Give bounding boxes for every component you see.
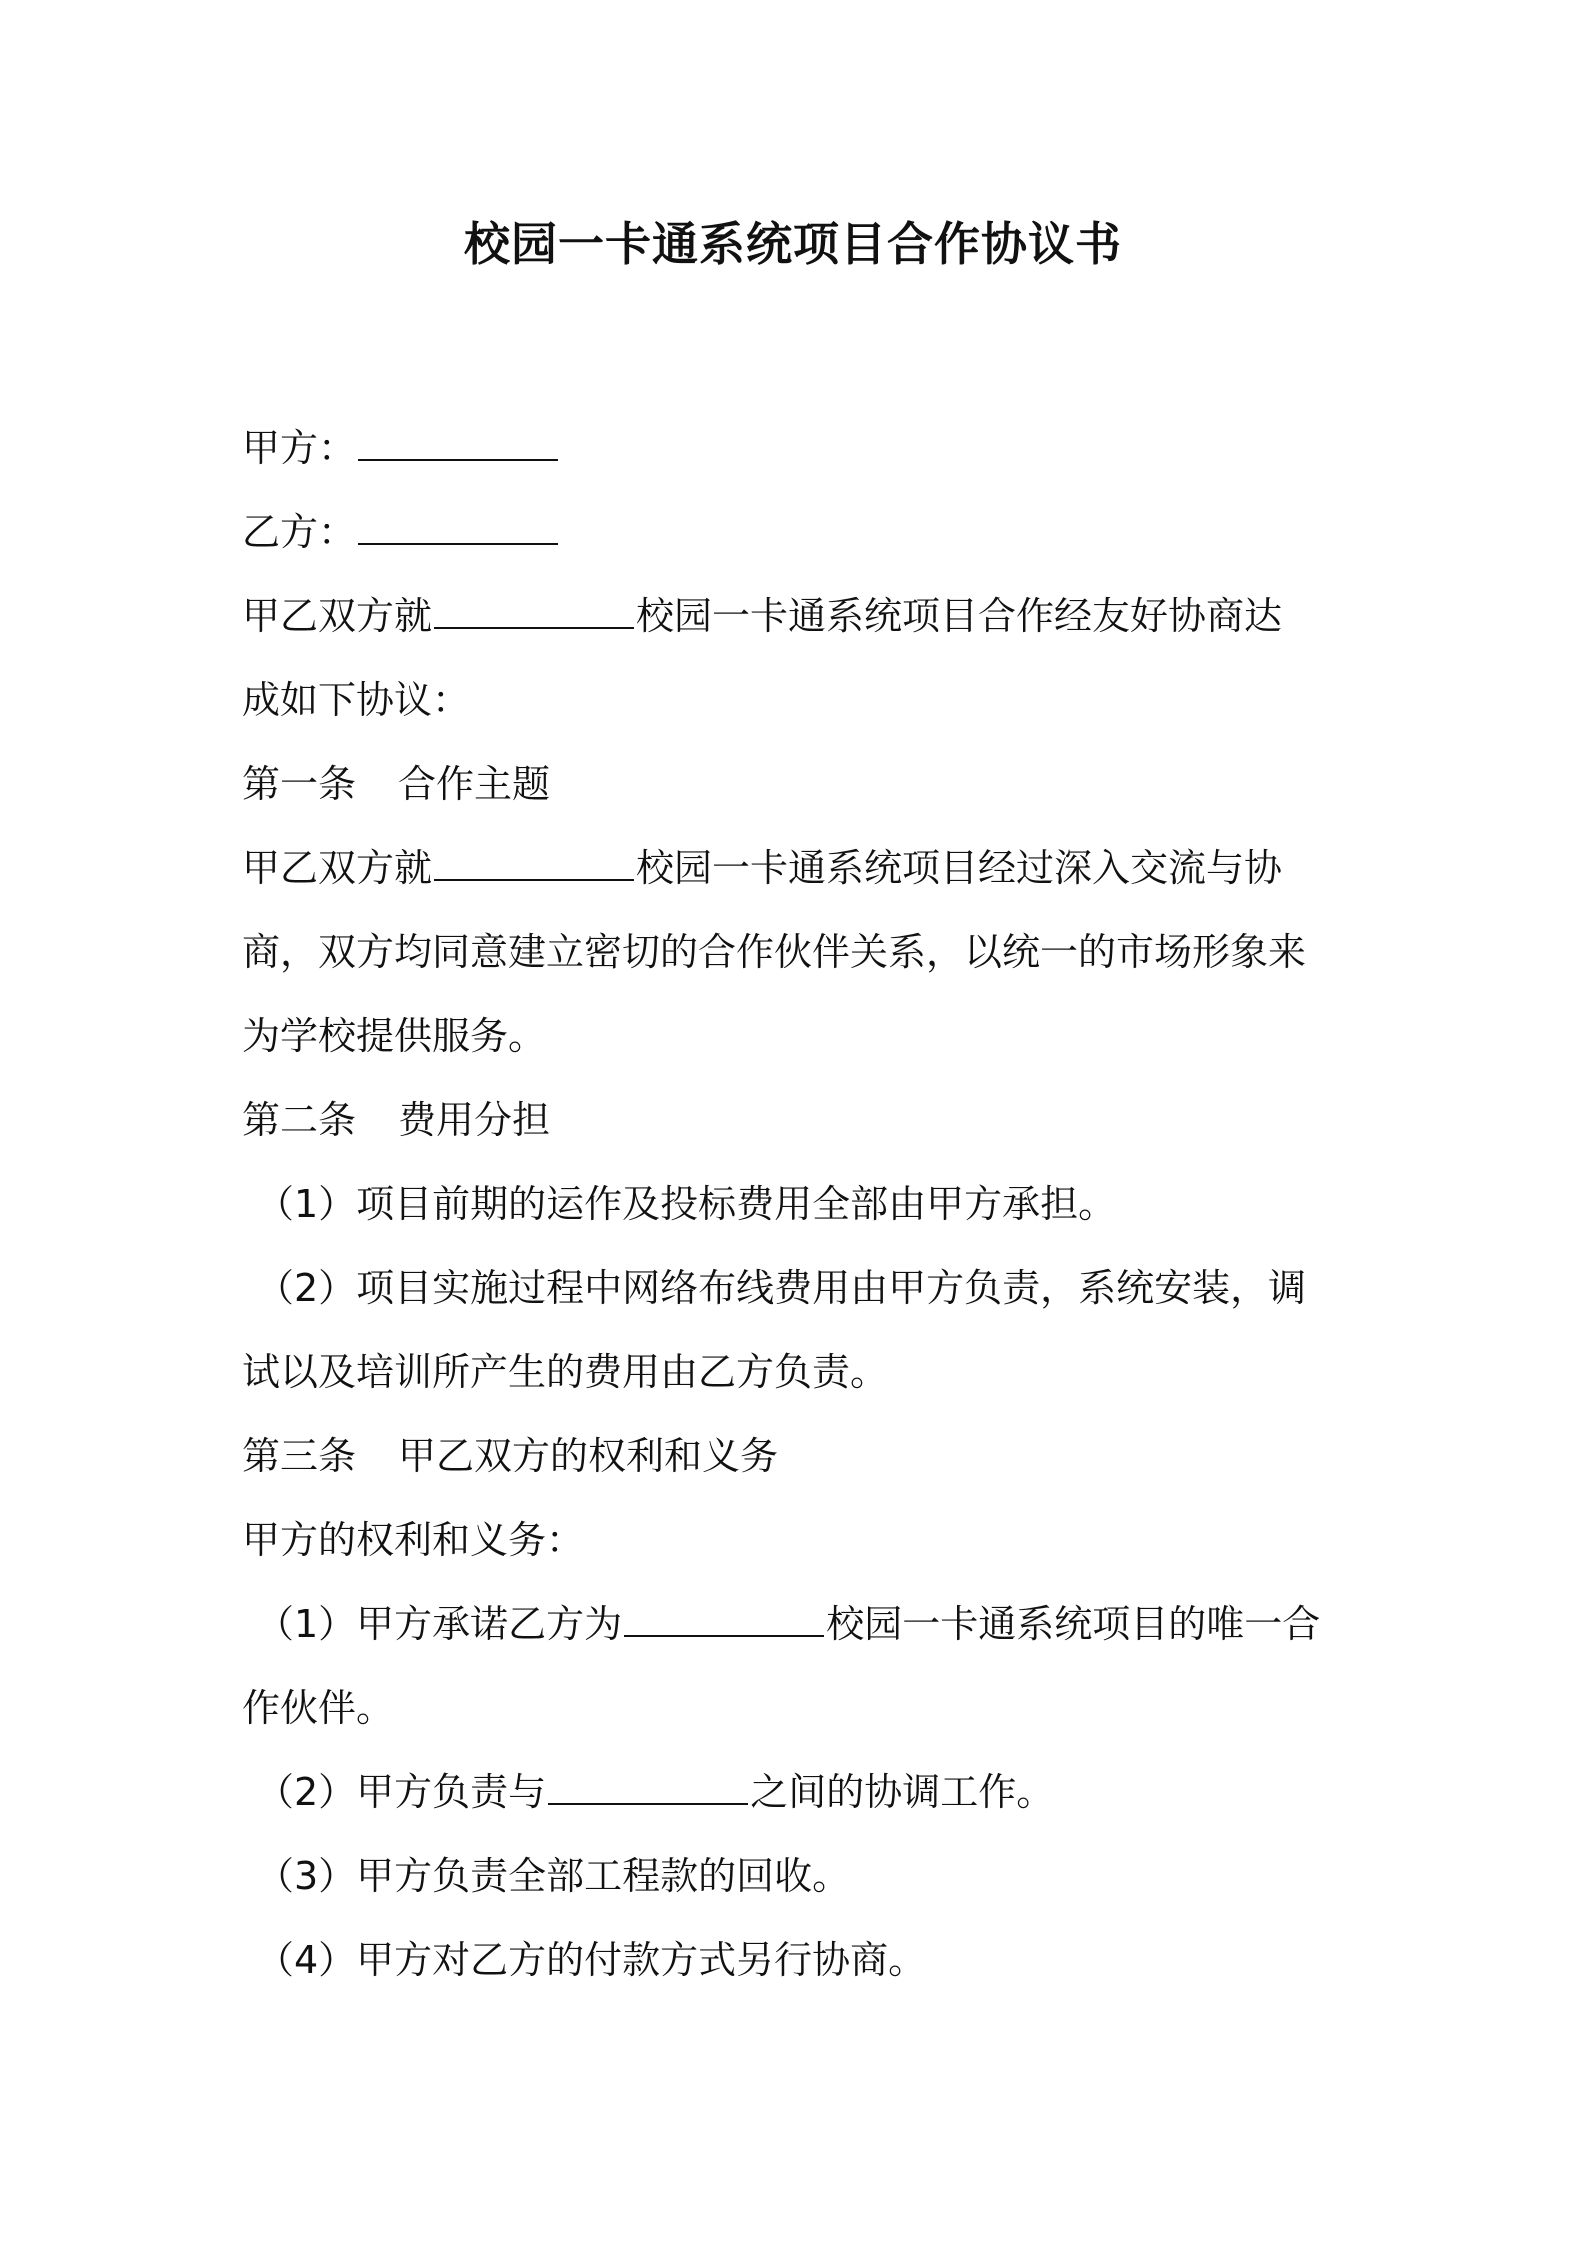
- a-item-1-blank: [624, 1605, 824, 1637]
- party-a-blank: [358, 429, 558, 461]
- article-3-heading: [242, 1414, 1358, 1498]
- article-2-title: 费用分担: [398, 1098, 551, 1142]
- article-1-blank: [434, 849, 634, 881]
- article-1-line-2: 商，双方均同意建立密切的合作伙伴关系，以统一的市场形象来: [242, 930, 1307, 974]
- intro-blank: [434, 597, 634, 629]
- a-item-1-line-1: [242, 1582, 1358, 1666]
- a-item-1-prefix: （1）甲方承诺乙方为: [256, 1602, 623, 1646]
- article-2-item-2-line-2: 试以及培训所产生的费用由乙方负责。: [242, 1350, 889, 1394]
- article-1-line-1: [242, 826, 1358, 910]
- article-3-number: 第三条: [242, 1434, 357, 1478]
- article-1-number: 第一条: [242, 762, 357, 806]
- article-2-item-1: （1）项目前期的运作及投标费用全部由甲方承担。: [256, 1182, 1117, 1226]
- party-b-line: [242, 490, 1358, 574]
- article-1-suffix: 校园一卡通系统项目经过深入交流与协: [636, 846, 1283, 890]
- document-body: [242, 406, 1358, 2002]
- party-a-rights-heading: 甲方的权利和义务：: [242, 1518, 585, 1562]
- party-a-line: [242, 406, 1358, 490]
- a-item-1-suffix: 校园一卡通系统项目的唯一合: [826, 1602, 1321, 1646]
- article-1-prefix: 甲乙双方就: [242, 846, 433, 890]
- intro-suffix: 校园一卡通系统项目合作经友好协商达: [636, 594, 1283, 638]
- article-1-line-3: 为学校提供服务。: [242, 1014, 547, 1058]
- intro-line-2: 成如下协议：: [242, 678, 471, 722]
- a-item-2-blank: [548, 1773, 748, 1805]
- intro-prefix: 甲乙双方就: [242, 594, 433, 638]
- article-2-item-2-line-1: （2）项目实施过程中网络布线费用由甲方负责，系统安装，调: [256, 1266, 1307, 1310]
- a-item-2-prefix: （2）甲方负责与: [256, 1770, 547, 1814]
- party-a-label: 甲方：: [242, 426, 357, 470]
- a-item-3: （3）甲方负责全部工程款的回收。: [256, 1854, 851, 1898]
- article-1-heading: [242, 742, 1358, 826]
- a-item-1-line-2: 作伙伴。: [242, 1686, 395, 1730]
- article-2-number: 第二条: [242, 1098, 357, 1142]
- party-b-label: 乙方：: [242, 510, 357, 554]
- a-item-4: （4）甲方对乙方的付款方式另行协商。: [256, 1938, 927, 1982]
- document-title: 校园一卡通系统项目合作协议书: [464, 217, 1122, 271]
- a-item-2-suffix: 之间的协调工作。: [750, 1770, 1055, 1814]
- intro-line-1: [242, 574, 1358, 658]
- party-b-blank: [358, 513, 558, 545]
- article-1-title: 合作主题: [398, 762, 551, 806]
- a-item-2: [242, 1750, 1358, 1834]
- article-2-heading: [242, 1078, 1358, 1162]
- article-3-title: 甲乙双方的权利和义务: [398, 1434, 779, 1478]
